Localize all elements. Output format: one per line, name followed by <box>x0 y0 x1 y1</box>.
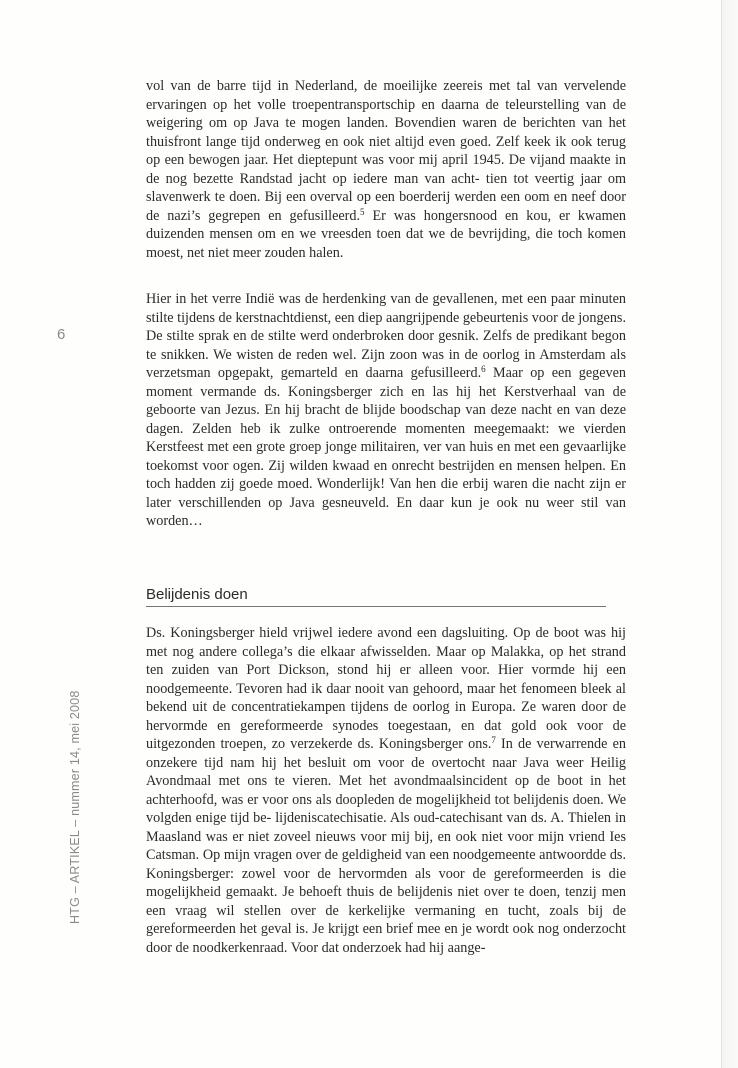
paragraph-2 <box>146 290 626 531</box>
footnote-marker-6: 6 <box>481 364 486 374</box>
running-head: HTG – ARTIKEL – nummer 14, mei 2008 <box>68 690 82 924</box>
heading-rule <box>146 606 606 607</box>
footnote-marker-7: 7 <box>491 735 496 745</box>
section-heading: Belijdenis doen <box>146 586 248 603</box>
paragraph-1-text-after: Er was hongersnood en kou, er kwamen duizenden mensen om en we vreesden toen dat we de bevrijding, die toch komen moest, net niet meer zouden halen. <box>146 207 626 261</box>
paragraph-3-text-after: In de verwarrende en onzekere tijd nam hij het besluit om voor de overtocht naar Java weer Heilig Avondmaal met ons te vieren. Met het avondmaalsincident op de boot in het achterhoofd, was er voor ons als doopleden de mogelijkheid tot belijdenis doen. We volgden enige tijd be- lijdeniscatechisatie. Als oud-catechisant van ds. A. Thielen in Maasland was er niet zoveel nieuws voor mij bij, en ook niet voor mijn vriend Ies Catsman. Op mijn vragen over de geldigheid van een noodgemeente antwoordde ds. Koningsberger: zowel voor de hervormden als voor de gereformeerden is die mogelijkheid gemaakt. Je behoeft thuis de belijdenis niet over te doen, tenzij men een vraag wil stellen over de kerkelijke vermaning en tucht, zoals bij de gereformeerden het geval is. Je krijgt een brief mee en je wordt ook nog onderzocht door de noodkerkenraad. Voor dat onderzoek had hij aange- <box>146 736 626 956</box>
page-edge <box>721 0 738 1068</box>
paragraph-1-text: vol van de barre tijd in Nederland, de moeilijke zeereis met tal van vervelende ervaringen op het volle troepentransportschip en daarna de teleurstelling van de weigering om op Java te mogen landen. Bovendien waren de berichten van het thuisfront lange tijd onderweg en ook niet altijd even goed. Zelf keek ik ook terug op een bewogen jaar. Het dieptepunt was voor mij april 1945. De vijand maakte in de nog bezette Randstad jacht op iedere man van acht- tien tot veertig jaar om slavenwerk te doen. Bij een overval op een boerderij werden een oom en neef door de nazi’s gegrepen en gefusilleerd. <box>146 78 626 224</box>
paragraph-3-text: Ds. Koningsberger hield vrijwel iedere avond een dagsluiting. Op de boot was hij met nog andere collega’s die elkaar afwisselden. Maar op Malakka, op het strand ten zuiden van Port Dickson, stond hij er alleen voor. Hier vormde hij een noodgemeente. Tevoren had ik daar nooit van gehoord, maar het fenomeen bleek al bekend uit de concentratiekampen tijdens de oorlog in Europa. Ze waren door de hervormde en gereformeerde synodes toegestaan, en dat gold ook voor de uitgezonden troepen, zo verzekerde ds. Koningsberger ons. <box>146 625 626 752</box>
paragraph-3 <box>146 624 626 957</box>
footnote-marker-5: 5 <box>360 206 365 217</box>
paragraph-1 <box>146 77 626 262</box>
page-number: 6 <box>57 326 66 343</box>
paragraph-2-text-after: Maar op een gegeven moment vermande ds. Koningsberger zich en las hij het Kerstverhaal van de geboorte van Jezus. En hij bracht de blijde boodschap van deze nacht en van deze dagen. Zelden heb ik zulke ontroerende momenten meegemaakt: we vierden Kerstfeest met een grote groep jonge militairen, ver van huis en met een gevaarlijke toekomst voor ogen. Zij wilden kwaad en onrecht bestrijden en mensen helpen. En toch hadden zij goede moed. Wonderlijk! Van hen die erbij waren die nacht zijn er later verschillenden op Java gesneuveld. En daar kun je ook nu weer stil van worden… <box>146 365 626 529</box>
paragraph-2-text: Hier in het verre Indië was de herdenking van de gevallenen, met een paar minuten stilte tijdens de kerstnachtdienst, een diep aangrijpende gebeurtenis voor de jongens. De stilte sprak en de stilte werd onderbroken door gesnik. Zelfs de predikant begon te snikken. We wisten de reden wel. Zijn zoon was in de oorlog in Amsterdam als verzetsman opgepakt, gemarteld en daarna gefusilleerd. <box>146 291 626 381</box>
